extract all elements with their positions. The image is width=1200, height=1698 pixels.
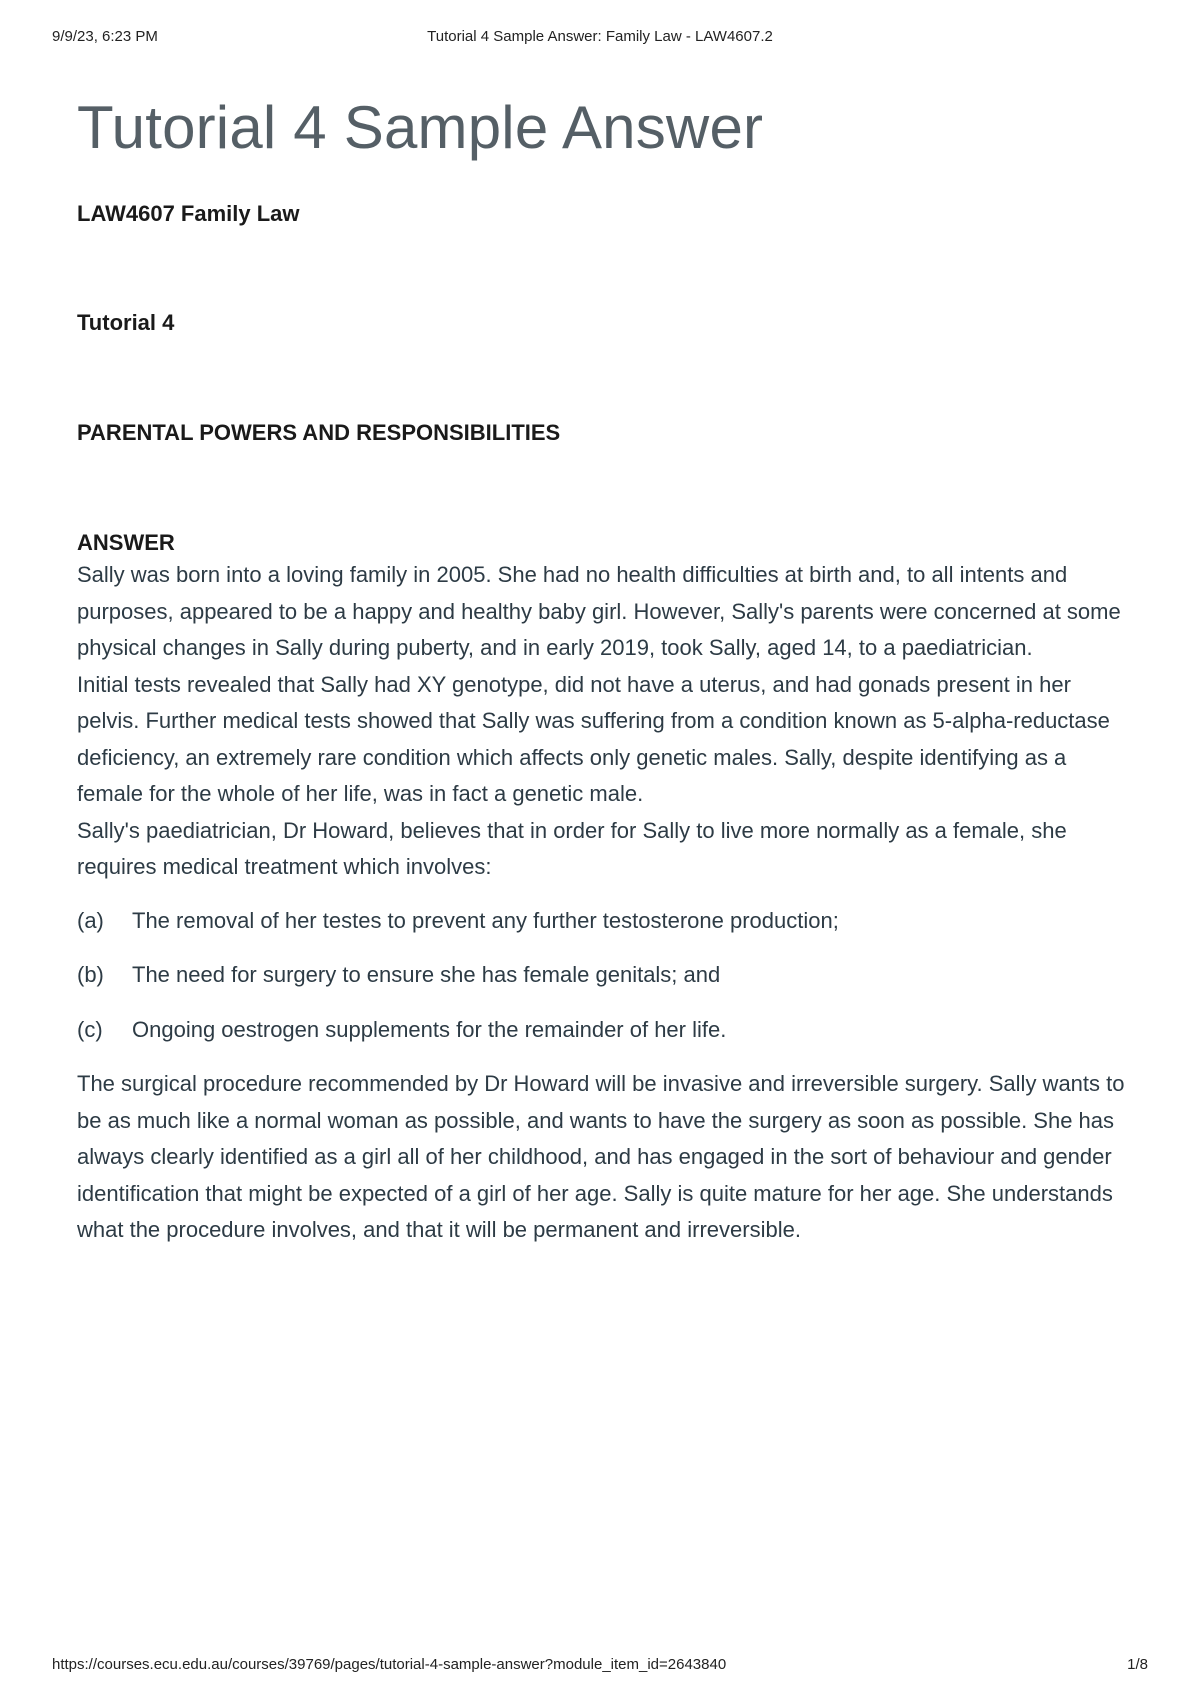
list-item [77, 957, 1133, 994]
answer-heading: ANSWER [77, 530, 175, 555]
topic-heading: PARENTAL POWERS AND RESPONSIBILITIES [77, 420, 561, 445]
page-title: Tutorial 4 Sample Answer [77, 94, 764, 161]
print-page-title: Tutorial 4 Sample Answer: Family Law - LAW4607.2 [427, 28, 773, 45]
list-item-text: The removal of her testes to prevent any further testosterone production; [132, 907, 839, 933]
tutorial-heading: Tutorial 4 [77, 310, 175, 335]
list-marker: (c) [77, 1016, 103, 1042]
paragraph-surgery: The surgical procedure recommended by Dr Howard will be invasive and irreversible surgery. Sally wants to be as much like a normal woman as possible, and wants to have the surgery as soon as possible. She has always clearly identified as a girl all of her childhood, and has engaged in the sort of behaviour and gender identification that might be expected of a girl of her age. Sally is quite mature for her age. She understands what the procedure involves, and that it will be permanent and irreversible. [77, 1071, 1125, 1242]
list-item [77, 903, 1133, 940]
print-url: https://courses.ecu.edu.au/courses/39769/pages/tutorial-4-sample-answer?module_item_id=2643840 [52, 1656, 727, 1673]
paragraph-diagnosis: Initial tests revealed that Sally had XY genotype, did not have a uterus, and had gonads present in her pelvis. Further medical tests showed that Sally was suffering from a condition known as 5-alpha-reductase deficiency, an extremely rare condition which affects only genetic males. Sally, despite identifying as a female for the whole of her life, was in fact a genetic male. [77, 671, 1110, 806]
list-marker: (b) [77, 962, 104, 987]
course-heading: LAW4607 Family Law [77, 201, 300, 226]
print-footer [0, 1656, 1200, 1676]
list-item-text: The need for surgery to ensure she has female genitals; and [132, 962, 721, 987]
paragraph-background: Sally was born into a loving family in 2005. She had no health difficulties at birth and, to all intents and purposes, appeared to be a happy and healthy baby girl. However, Sally's parents were concerned at some physical changes in Sally during puberty, and in early 2019, took Sally, aged 14, to a paediatrician. [77, 562, 1121, 660]
treatment-list [77, 903, 1133, 1049]
list-item [77, 1012, 1133, 1049]
page-content [77, 86, 1133, 1249]
print-page-number: 1/8 [1127, 1656, 1148, 1673]
list-marker: (a) [77, 907, 104, 933]
print-header [0, 28, 1200, 48]
paragraph-treatment-intro: Sally's paediatrician, Dr Howard, believes that in order for Sally to live more normally as a female, she requires medical treatment which involves: [77, 817, 1067, 879]
print-datetime: 9/9/23, 6:23 PM [52, 28, 158, 45]
list-item-text: Ongoing oestrogen supplements for the remainder of her life. [132, 1016, 727, 1042]
